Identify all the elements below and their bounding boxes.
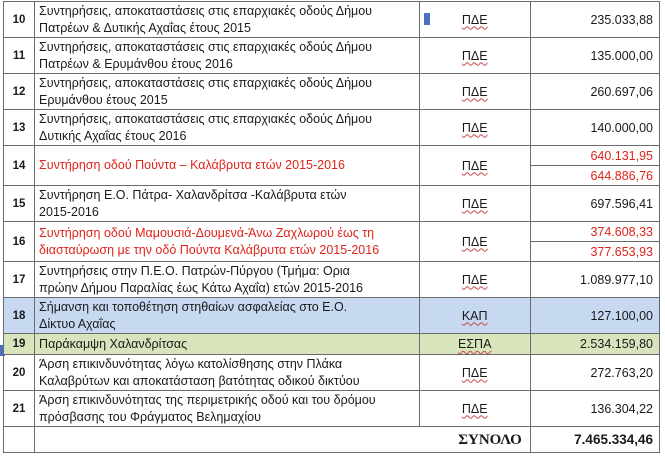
- row-number: 18: [4, 298, 35, 334]
- table-row: [4, 38, 660, 74]
- row-number: 14: [4, 146, 35, 186]
- row-amount: 127.100,00: [530, 298, 659, 334]
- row-funding: ΠΔΕ: [419, 38, 530, 74]
- row-funding: ΠΔΕ: [419, 222, 530, 262]
- row-number: 11: [4, 38, 35, 74]
- row-funding: ΠΔΕ: [419, 391, 530, 427]
- row-funding: ΠΔΕ: [419, 146, 530, 186]
- row-number: 21: [4, 391, 35, 427]
- row-funding: ΠΔΕ: [419, 74, 530, 110]
- row-funding: ΠΔΕ: [419, 2, 530, 38]
- row-amount: 1.089.977,10: [530, 262, 659, 298]
- row-number: 10: [4, 2, 35, 38]
- row-funding: ΠΔΕ: [419, 355, 530, 391]
- total-row: [4, 427, 660, 453]
- row-amount: 2.534.159,80: [530, 334, 659, 355]
- row-description: Συντηρήσεις, αποκαταστάσεις στις επαρχιακές οδούς Δήμου Πατρέων & Δυτικής Αχαΐας έτους 2015: [35, 2, 420, 38]
- row-number: 20: [4, 355, 35, 391]
- table-row: [4, 334, 660, 355]
- table-row: [4, 146, 660, 166]
- table-row: [4, 186, 660, 222]
- row-description: Συντηρήσεις στην Π.Ε.Ο. Πατρών-Πύργου (Τμήμα: Ορια πρώην Δήμου Παραλίας έως Κάτω Αχαΐα) ετών 2015-2016: [35, 262, 420, 298]
- row-description: Συντηρήσεις, αποκαταστάσεις στις επαρχιακές οδούς Δήμου Ερυμάνθου έτους 2015: [35, 74, 420, 110]
- row-amount: 374.608,33: [530, 222, 659, 242]
- row-amount: 235.033,88: [530, 2, 659, 38]
- row-number: 19: [4, 334, 35, 355]
- table-row: [4, 391, 660, 427]
- row-amount: 135.000,00: [530, 38, 659, 74]
- row-amount: 640.131,95: [530, 146, 659, 166]
- row-amount: 260.697,06: [530, 74, 659, 110]
- works-table: [3, 1, 660, 453]
- table-row: [4, 355, 660, 391]
- row-amount: 136.304,22: [530, 391, 659, 427]
- total-blank-cell: [4, 427, 35, 453]
- row-description: Συντήρηση οδού Μαμουσιά-Δουμενά-Άνω Ζαχλωρού έως τη διασταύρωση με την οδό Πούντα Καλάβρυτα ετών 2015-2016: [35, 222, 420, 262]
- row-funding: ΚΑΠ: [419, 298, 530, 334]
- row-description: Άρση επικινδυνότητας λόγω κατολίσθησης στην Πλάκα Καλαβρύτων και αποκατάσταση βατότητας οδικού δικτύου: [35, 355, 420, 391]
- row-number: 15: [4, 186, 35, 222]
- row-number: 13: [4, 110, 35, 146]
- row-number: 17: [4, 262, 35, 298]
- table-row: [4, 2, 660, 38]
- row-description: Άρση επικινδυνότητας της περιμετρικής οδού και του δρόμου πρόσβασης του Φράγματος Βελημαχίου: [35, 391, 420, 427]
- row-description: Συντήρηση Ε.Ο. Πάτρα- Χαλανδρίτσα -Καλάβρυτα ετών 2015-2016: [35, 186, 420, 222]
- table-row: [4, 262, 660, 298]
- row-description: Συντηρήσεις, αποκαταστάσεις στις επαρχιακές οδούς Δήμου Δυτικής Αχαΐας έτους 2016: [35, 110, 420, 146]
- table-row: [4, 222, 660, 242]
- row-description: Συντήρηση οδού Πούντα – Καλάβρυτα ετών 2015-2016: [35, 146, 420, 186]
- table-row: [4, 298, 660, 334]
- total-label: ΣΥΝΟΛΟ: [35, 427, 531, 453]
- row-amount: 140.000,00: [530, 110, 659, 146]
- table-row: [4, 110, 660, 146]
- row-description: Σήμανση και τοποθέτηση στηθαίων ασφαλείας στο Ε.Ο. Δίκτυο Αχαΐας: [35, 298, 420, 334]
- row-amount: 272.763,20: [530, 355, 659, 391]
- row-funding: ΠΔΕ: [419, 110, 530, 146]
- row-description: Συντηρήσεις, αποκαταστάσεις στις επαρχιακές οδούς Δήμου Πατρέων & Ερυμάνθου έτους 2016: [35, 38, 420, 74]
- row-funding: ΠΔΕ: [419, 186, 530, 222]
- row-amount: 644.886,76: [530, 166, 659, 186]
- total-amount: 7.465.334,46: [530, 427, 659, 453]
- row-amount: 697.596,41: [530, 186, 659, 222]
- row-amount: 377.653,93: [530, 242, 659, 262]
- row-description: Παράκαμψη Χαλανδρίτσας: [35, 334, 420, 355]
- row-number: 16: [4, 222, 35, 262]
- row-number: 12: [4, 74, 35, 110]
- row-funding: ΕΣΠΑ: [419, 334, 530, 355]
- row-funding: ΠΔΕ: [419, 262, 530, 298]
- table-row: [4, 74, 660, 110]
